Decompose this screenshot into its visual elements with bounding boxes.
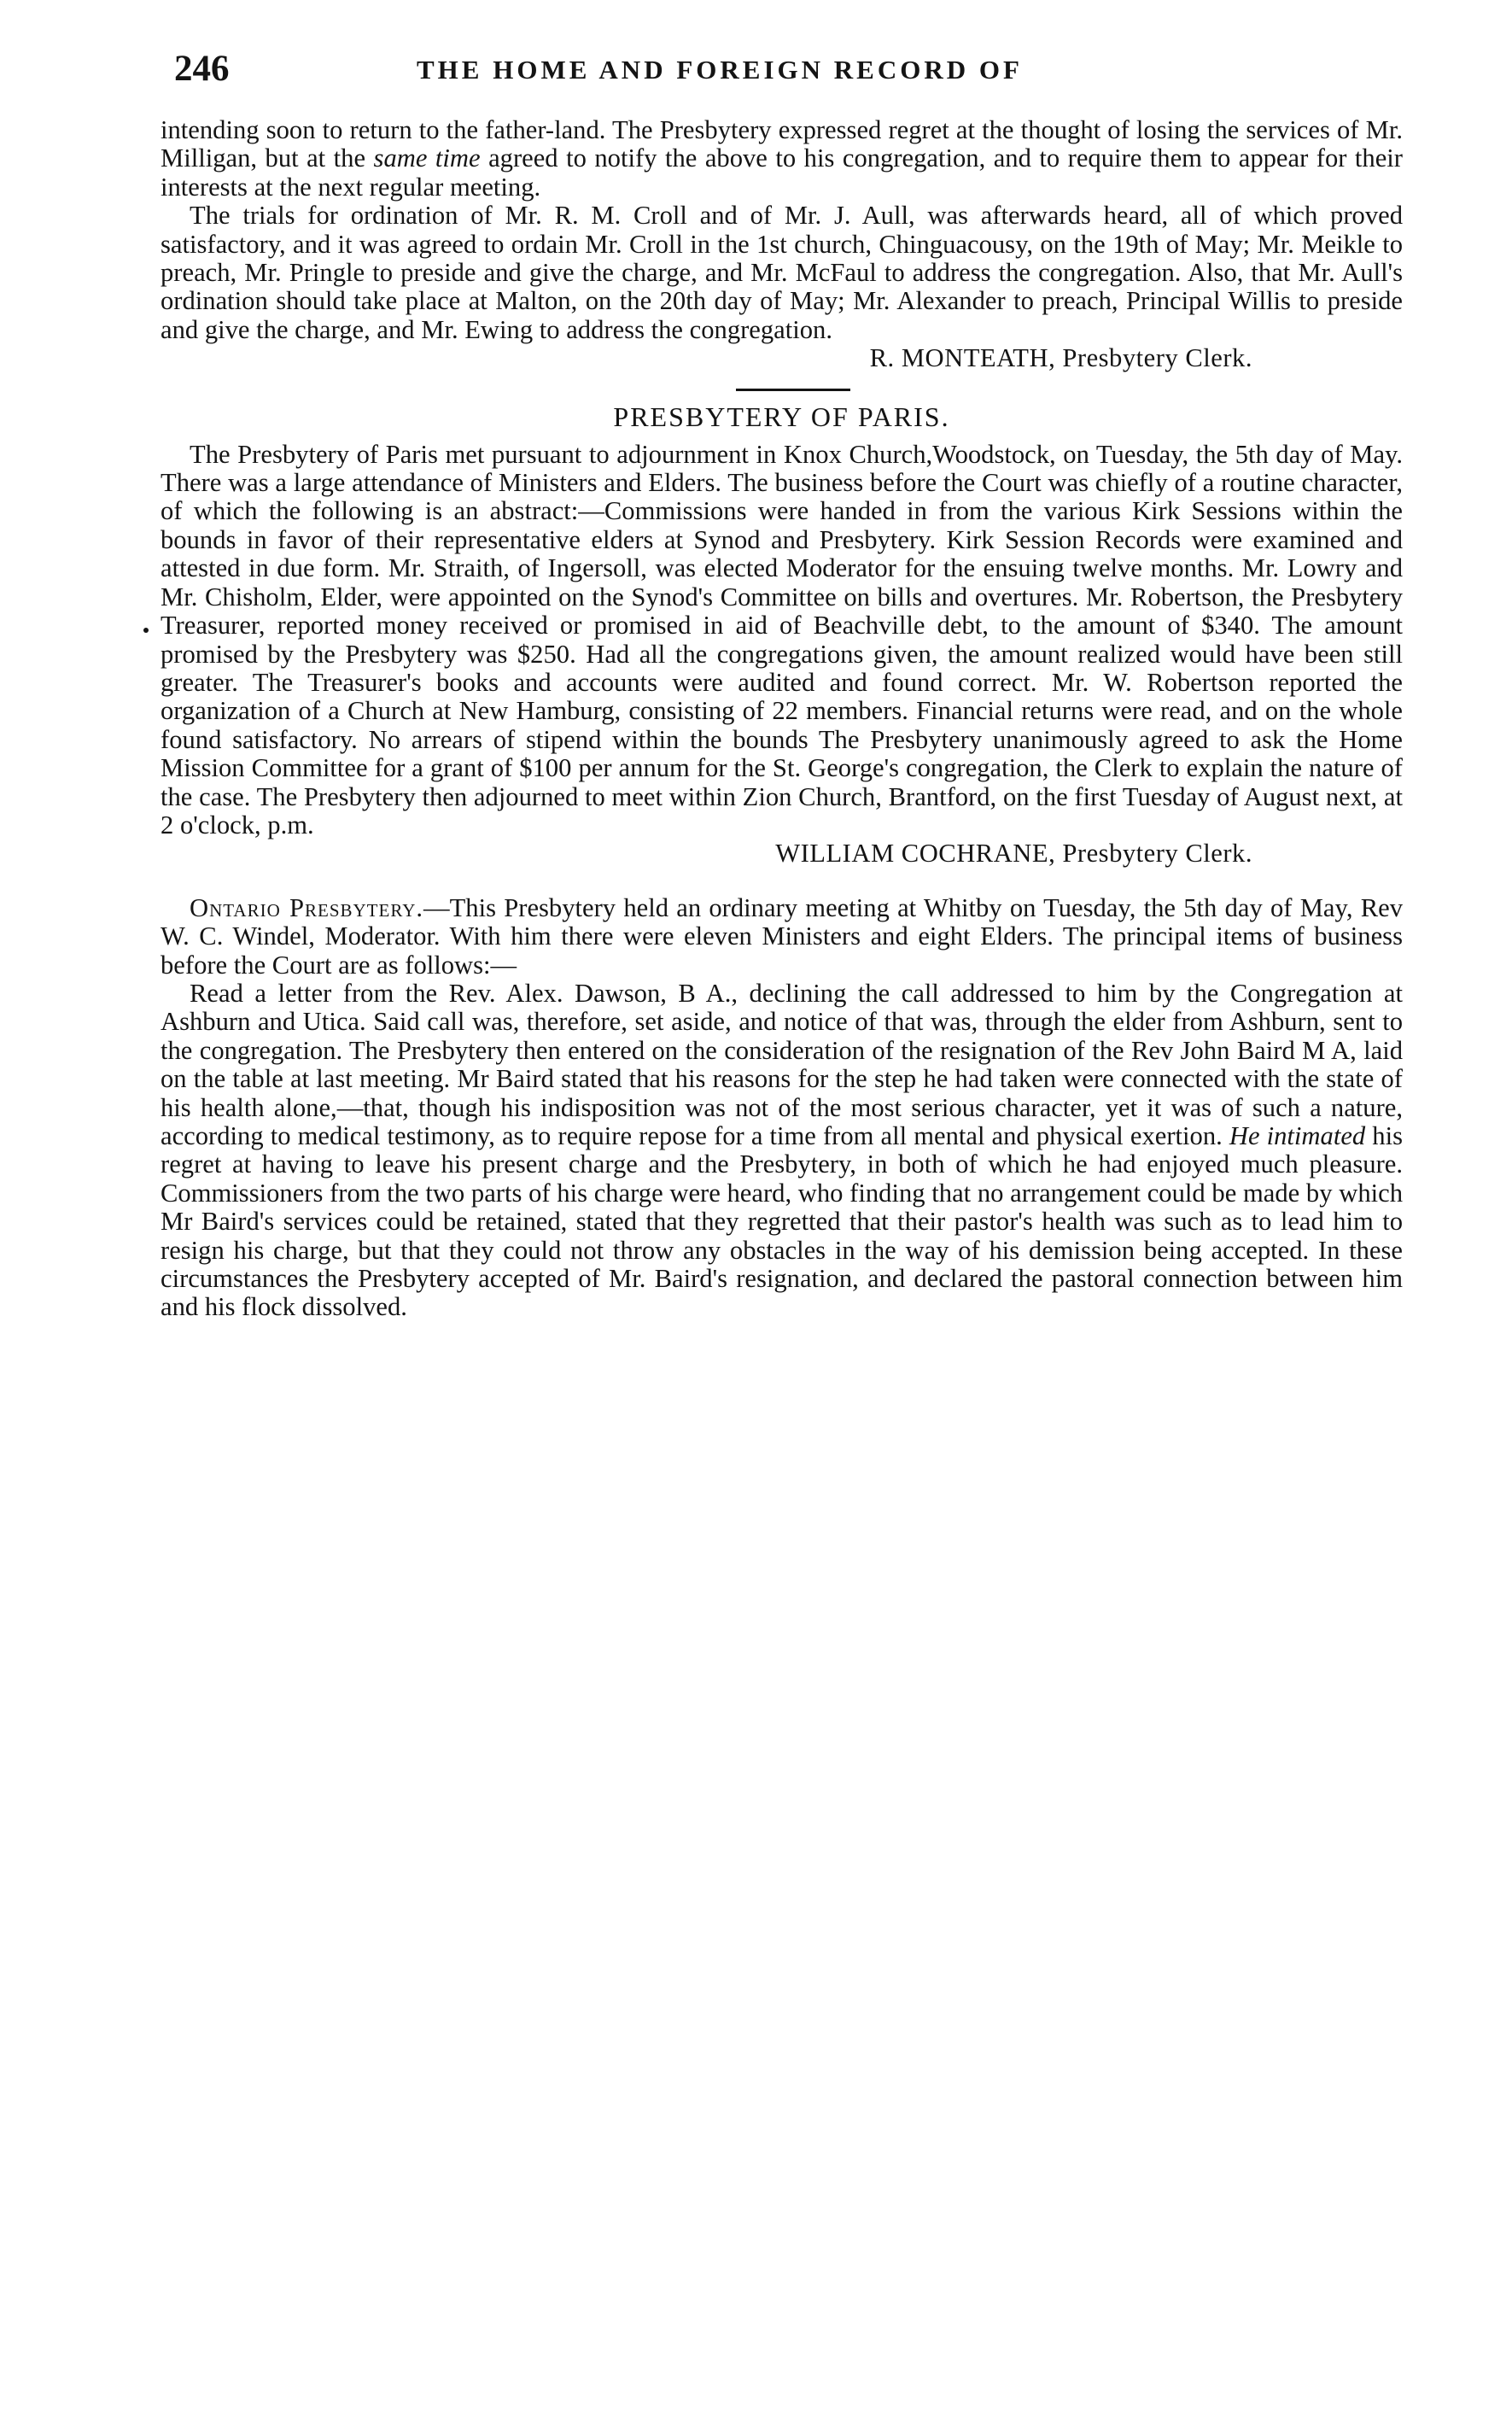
journal-title: THE HOME AND FOREIGN RECORD OF — [417, 55, 1023, 85]
smallcaps-heading: Ontario Presbytery. — [190, 892, 424, 922]
italic-text: He intimated — [1229, 1121, 1366, 1150]
text-run: agreed to notify the above to his congregation, and to require them to appear for their interests at the next regular meeting. — [161, 143, 1403, 202]
paragraph — [161, 894, 1403, 980]
paragraph — [161, 116, 1403, 202]
section-title-paris: PRESBYTERY OF PARIS. — [613, 401, 950, 432]
text-run: The trials for ordination of Mr. R. M. Croll and of Mr. J. Aull, was afterwards heard, all of which proved satisfactory, and it was agreed to ordain Mr. Croll in the 1st church, Chinguacousy, on the 19th of May; Mr. Meikle to preach, Mr. Pringle to preside and give the charge, and Mr. McFaul to address the congregation. Also, that Mr. Aull's ordination should take place at Malton, on the 20th day of May; Mr. Alexander to preach, Principal Willis to preside and give the charge, and Mr. Ewing to address the congregation. — [161, 201, 1403, 344]
text-run: —This Presbytery held an ordinary meeting at Whitby on Tuesday, the 5th day of May, Rev W. C. Windel, Moderator. With him there were eleven Ministers and eight Elders. The principal items of business before the Court are as follows:— — [161, 892, 1403, 980]
text-run: The Presbytery of Paris met pursuant to adjournment in Knox Church,Woodstock, on Tuesday, the 5th day of May. There was a large attendance of Ministers and Elders. The business before the Court was chiefly of a routine character, of which the following is an abstract:—Commissions were handed in from the various Kirk Sessions within the bounds in favor of their representative elders at Synod and Presbytery. Kirk Session Records were examined and attested in due form. Mr. Straith, of Ingersoll, was elected Moderator for the ensuing twelve months. Mr. Lowry and Mr. Chisholm, Elder, were appointed on the Synod's Committee on bills and overtures. Mr. Robertson, the Presbytery Treasurer, reported money received or promised in aid of Beachville debt, to the amount of $340. The amount promised by the Presbytery was $250. Had all the congregations given, the amount realized would have been still greater. The Treasurer's books and accounts were audited and found correct. Mr. W. Robertson reported the organization of a Church at New Hamburg, consisting of 22 members. Financial returns were read, and on the whole found satisfactory. No arrears of stipend within the bounds The Presbytery unanimously agreed to ask the Home Mission Committee for a grant of $100 per annum for the St. George's congregation, the Clerk to explain the nature of the case. The Presbytery then adjourned to meet within Zion Church, Brantford, on the first Tuesday of August next, at 2 o'clock, p.m. — [161, 439, 1403, 839]
signature-monteath: R. MONTEATH, Presbytery Clerk. — [869, 343, 1252, 373]
running-head — [161, 48, 1403, 116]
section-divider — [736, 389, 850, 391]
signature-cochrane: WILLIAM COCHRANE, Presbytery Clerk. — [775, 839, 1252, 869]
text-run: his regret at having to leave his present charge and the Presbytery, in both of which he had enjoyed much pleasure. Commissioners from the two parts of his charge were heard, who finding that no arrangement could be made by which Mr Baird's services could be retained, stated that they regretted that their pastor's health was such as to lead him to resign his charge, but that they could not throw any obstacles in the way of his demission being accepted. In these circumstances the Presbytery accepted of Mr. Baird's resignation, and declared the pastoral connection between him and his flock dissolved. — [161, 1121, 1403, 1322]
text-run: Read a letter from the Rev. Alex. Dawson, B A., declining the call addressed to him by the Congregation at Ashburn and Utica. Said call was, therefore, set aside, and notice of that was, through the elder from Ashburn, sent to the congregation. The Presbytery then entered on the consideration of the resignation of the Rev John Baird M A, laid on the table at last meeting. Mr Baird stated that his reasons for the step he had taken were connected with the state of his health alone,—that, though his indisposition was not of the most serious character, yet it was of such a nature, according to medical testimony, as to require repose for a time from all mental and physical exertion. — [161, 978, 1403, 1150]
paragraph — [161, 202, 1403, 344]
paragraph — [161, 980, 1403, 1322]
text-run: intending soon to return to the father-land. The Presbytery expressed regret at the thought of losing the services of Mr. Milligan, but at the — [161, 115, 1403, 173]
page — [161, 48, 1403, 1322]
stray-print-mark — [143, 628, 149, 633]
page-number: 246 — [174, 49, 230, 89]
section-toronto-continued — [161, 116, 1403, 373]
italic-text: same time — [373, 143, 481, 173]
spacer — [161, 869, 1403, 894]
paragraph — [161, 441, 1403, 840]
section-paris — [161, 441, 1403, 869]
section-ontario — [161, 894, 1403, 1322]
